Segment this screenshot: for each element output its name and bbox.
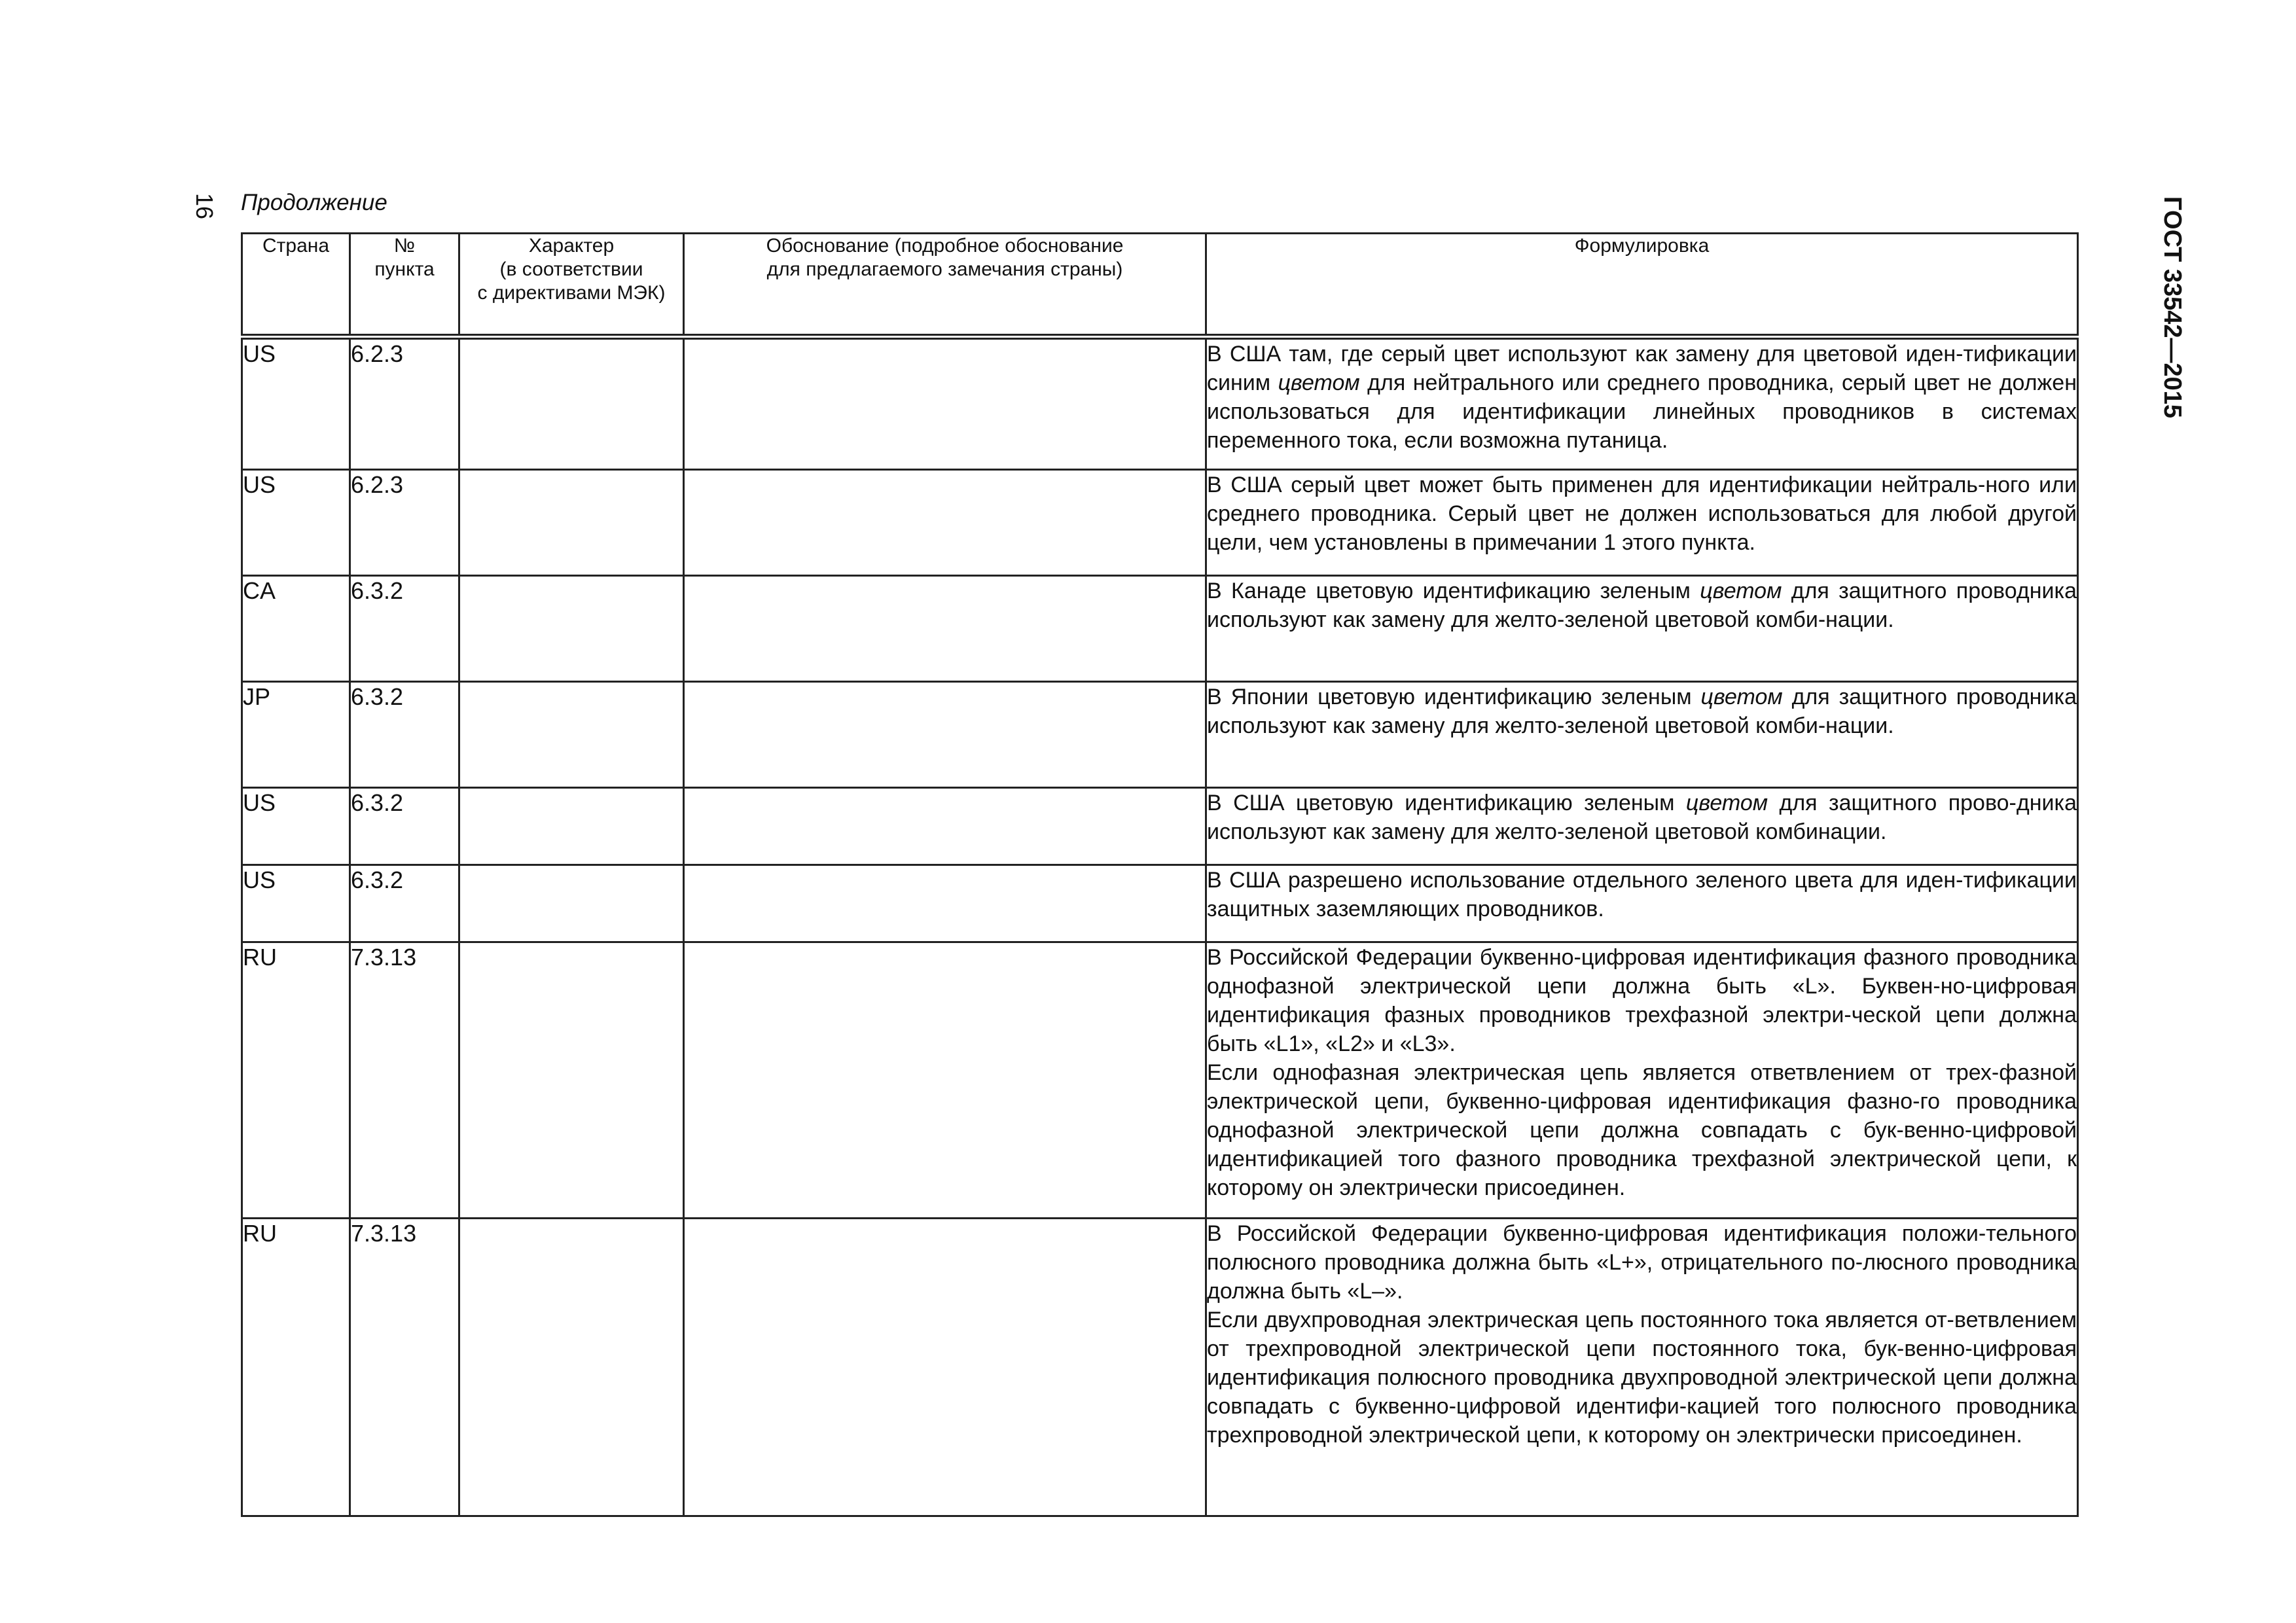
wording-paragraph: В США разрешено использование отдельного зеленого цвета для иден-тификации защитных заземляющих проводников.: [1207, 868, 2077, 921]
clause-cell: 7.3.13: [350, 942, 459, 1219]
wording-cell: [1206, 470, 2078, 576]
wording-paragraph: В США серый цвет может быть применен для идентификации нейтраль-ного или среднего проводника. Серый цвет не должен использоваться для любой другой цели, чем установлены в примечании 1 этого пункта.: [1207, 473, 2077, 555]
wording-italic: цветом: [1700, 579, 1782, 603]
wording-text: для защитного проводника используют как замену для желто-зеленой цветовой комби-нации.: [1207, 685, 2077, 738]
nature-cell: [459, 942, 684, 1219]
document-code: ГОСТ 33542—2015: [2159, 196, 2186, 419]
header-nature-line: (в соответствии: [499, 259, 643, 280]
header-clause-line: пункта: [374, 259, 435, 280]
wording-italic: цветом: [1278, 370, 1360, 395]
clause-cell: 6.2.3: [350, 470, 459, 576]
header-justification: [684, 234, 1206, 337]
page-number: 16: [191, 193, 218, 220]
clause-cell: 6.3.2: [350, 576, 459, 682]
wording-italic: цветом: [1700, 685, 1783, 709]
table-row: [242, 470, 2078, 576]
table-row: [242, 865, 2078, 942]
country-cell: JP: [242, 682, 350, 788]
justification-cell: [684, 337, 1206, 470]
table-row: [242, 1219, 2078, 1516]
table-row: [242, 942, 2078, 1219]
wording-text: В США там, где серый цвет используют как замену для цветовой иден-тификации синим: [1207, 342, 2077, 395]
nature-cell: [459, 788, 684, 865]
wording-text: для защитного прово-дника используют как замену для желто-зеленой цветовой комбинации.: [1207, 791, 2077, 844]
wording-cell: [1206, 788, 2078, 865]
wording-paragraph: Если однофазная электрическая цепь является ответвлением от трех-фазной электрической цепи, буквенно-цифровая идентификация фазно-го проводника однофазной электрической цепи должна совпадать с бук-венно-цифровой идентификацией того фазного проводника трехфазной электрической цепи, к которому он электрически присоединен.: [1207, 1060, 2077, 1200]
wording-cell: [1206, 682, 2078, 788]
clause-cell: 6.3.2: [350, 788, 459, 865]
wording-cell: [1206, 865, 2078, 942]
justification-cell: [684, 865, 1206, 942]
wording-paragraph: [1207, 577, 2077, 634]
header-country: Страна: [242, 234, 350, 337]
country-cell: US: [242, 788, 350, 865]
nature-cell: [459, 1219, 684, 1516]
justification-cell: [684, 682, 1206, 788]
nature-cell: [459, 337, 684, 470]
wording-cell: [1206, 576, 2078, 682]
country-cell: RU: [242, 942, 350, 1219]
nature-cell: [459, 576, 684, 682]
wording-text: В США цветовую идентификацию зеленым: [1207, 791, 1686, 815]
wording-text: В Канаде цветовую идентификацию зеленым: [1207, 579, 1700, 603]
table-row: [242, 337, 2078, 470]
wording-cell: [1206, 337, 2078, 470]
country-cell: RU: [242, 1219, 350, 1516]
wording-paragraph: В Российской Федерации буквенно-цифровая идентификация фазного проводника однофазной электрической цепи должна быть «L». Буквен-но-цифровая идентификация фазных проводников трехфазной электри-ческой цепи должна быть «L1», «L2» и «L3».: [1207, 945, 2077, 1056]
wording-cell: [1206, 942, 2078, 1219]
clause-cell: 6.3.2: [350, 865, 459, 942]
header-justification-line: для предлагаемого замечания страны): [766, 259, 1123, 280]
header-clause-line: №: [393, 235, 416, 257]
continuation-label: Продолжение: [241, 190, 387, 215]
header-clause: [350, 234, 459, 337]
nature-cell: [459, 865, 684, 942]
wording-cell: [1206, 1219, 2078, 1516]
clause-cell: 7.3.13: [350, 1219, 459, 1516]
clause-cell: 6.2.3: [350, 337, 459, 470]
wording-text: В Японии цветовую идентификацию зеленым: [1207, 685, 1701, 709]
country-cell: CA: [242, 576, 350, 682]
clause-cell: 6.3.2: [350, 682, 459, 788]
header-wording: Формулировка: [1206, 234, 2078, 337]
country-cell: US: [242, 865, 350, 942]
header-nature-line: с директивами МЭК): [477, 282, 666, 304]
wording-italic: цветом: [1685, 791, 1768, 815]
header-nature: [459, 234, 684, 337]
justification-cell: [684, 576, 1206, 682]
justification-cell: [684, 1219, 1206, 1516]
country-cell: US: [242, 337, 350, 470]
justification-cell: [684, 470, 1206, 576]
header-justification-line: Обоснование (подробное обоснование: [766, 235, 1124, 257]
justification-cell: [684, 788, 1206, 865]
header-nature-line: Характер: [528, 235, 615, 257]
wording-paragraph: [1207, 683, 2077, 740]
table-header-row: [242, 234, 2078, 337]
table-row: [242, 682, 2078, 788]
wording-paragraph: [1207, 789, 2077, 846]
table-row: [242, 576, 2078, 682]
nature-cell: [459, 682, 684, 788]
wording-paragraph: [1207, 340, 2077, 455]
wording-paragraph: Если двухпроводная электрическая цепь постоянного тока является от-ветвлением от трехпроводной электрической цепи постоянного тока, бук-венно-цифровая идентификация полюсного проводника двухпроводной электрической цепи должна совпадать с буквенно-цифровой идентифи-кацией того полюсного проводника трехпроводной электрической цепи, к которому он электрически присоединен.: [1207, 1308, 2077, 1448]
wording-text: для нейтрального или среднего проводника, серый цвет не должен использоваться для идентификации линейных проводников в системах переменного тока, если возможна путаница.: [1207, 370, 2077, 453]
table-row: [242, 788, 2078, 865]
wording-text: для защитного проводника используют как замену для желто-зеленой цветовой комби-нации.: [1207, 579, 2077, 632]
wording-paragraph: В Российской Федерации буквенно-цифровая идентификация положи-тельного полюсного проводника должна быть «L+», отрицательного по-люсного проводника должна быть «L–».: [1207, 1221, 2077, 1304]
country-comments-table: [241, 232, 2079, 1517]
nature-cell: [459, 470, 684, 576]
justification-cell: [684, 942, 1206, 1219]
country-cell: US: [242, 470, 350, 576]
